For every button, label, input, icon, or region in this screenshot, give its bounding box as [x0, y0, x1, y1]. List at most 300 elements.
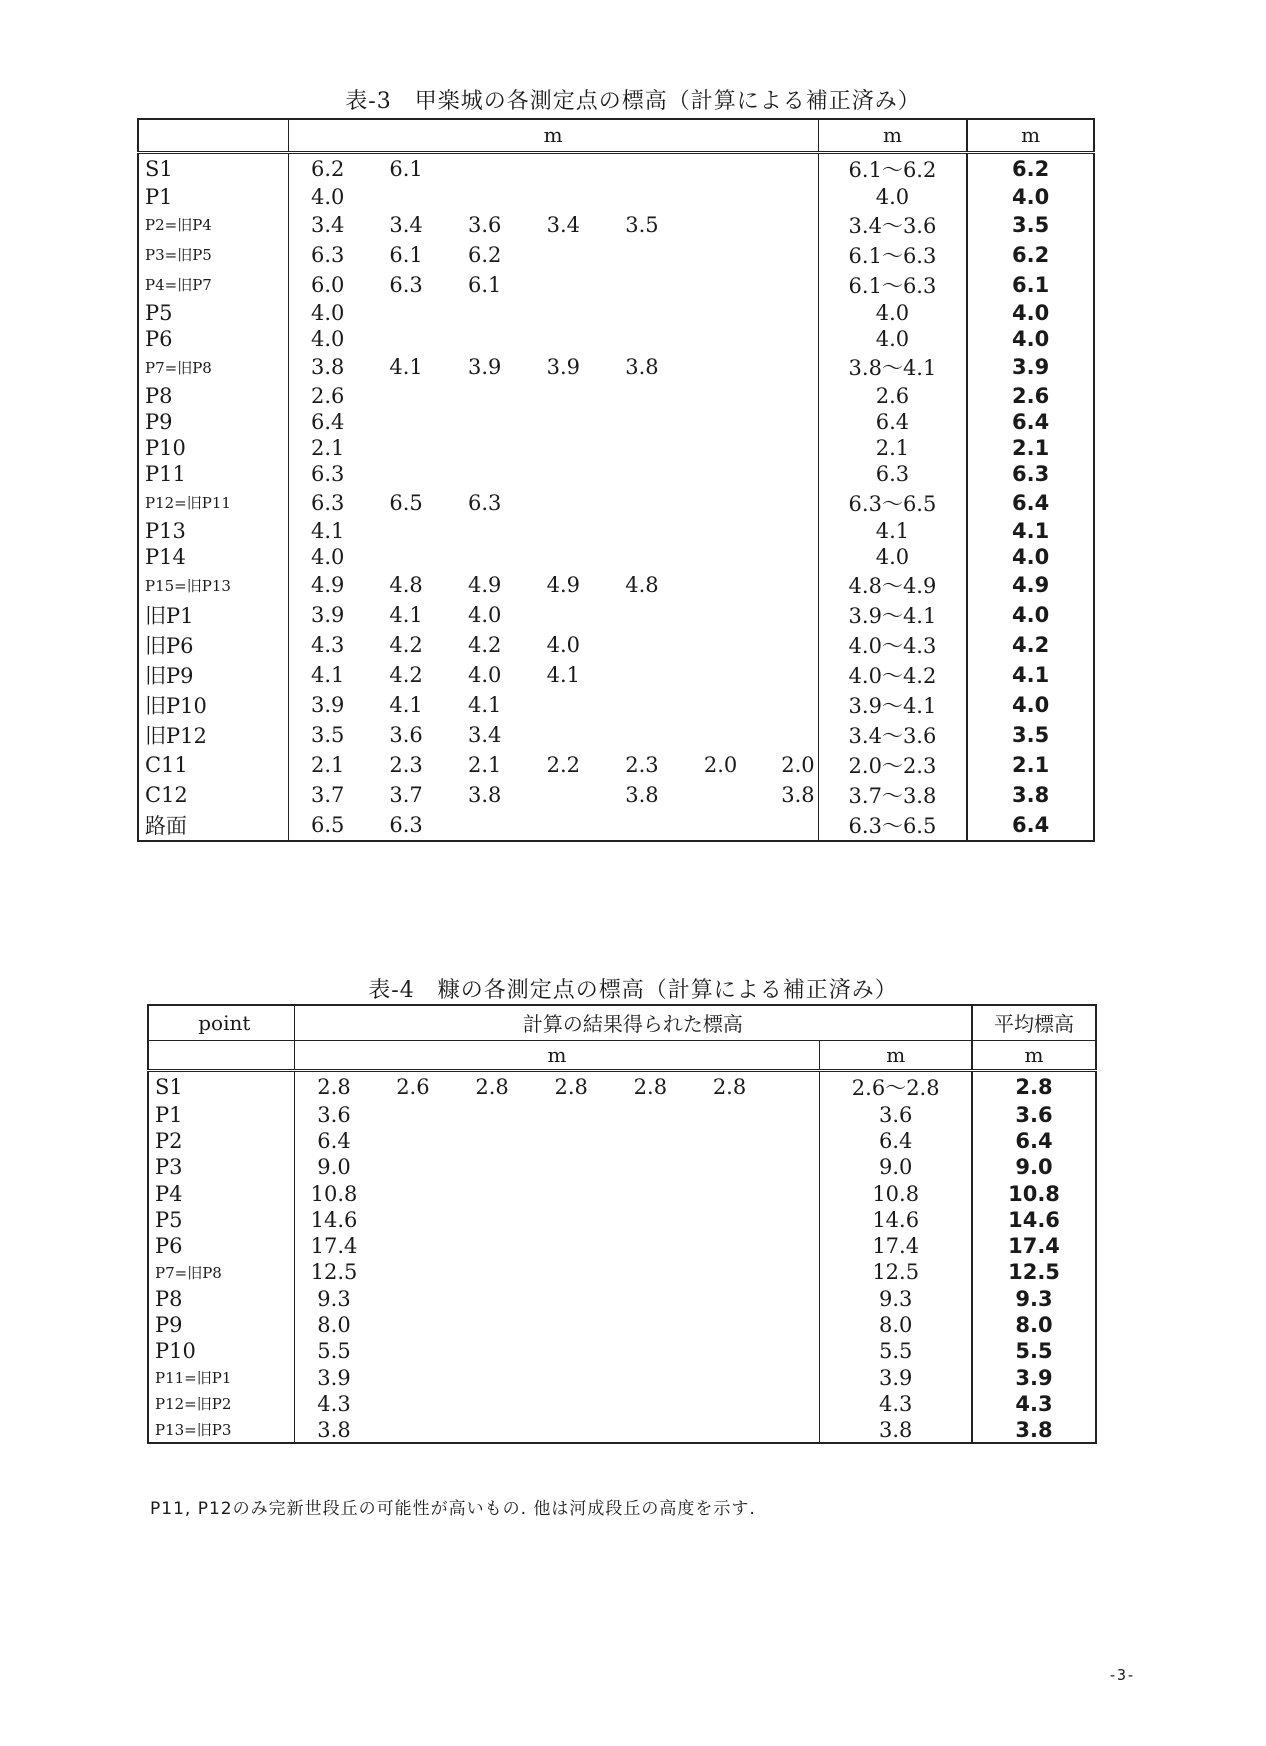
measurement-cell — [760, 488, 818, 518]
range-cell: 5.5 — [820, 1338, 972, 1364]
measurement-cell: 3.4 — [467, 723, 502, 748]
average-cell: 3.8 — [1012, 783, 1050, 808]
measurement-cell — [681, 488, 760, 518]
measurement-cell: 5.5 — [317, 1339, 351, 1364]
row-label: P5 — [138, 300, 288, 326]
measurement-cell — [760, 570, 818, 600]
measurement-cell — [611, 1207, 690, 1233]
row-label: P4=旧P7 — [138, 270, 288, 300]
row-label: 旧P6 — [138, 630, 288, 660]
measurement-cell: 4.9 — [310, 573, 345, 598]
measurement-cell — [769, 1070, 820, 1102]
measurement-cell — [524, 152, 603, 184]
average-cell: 4.9 — [1012, 573, 1050, 598]
row-label: 旧P9 — [138, 660, 288, 690]
measurement-cell — [532, 1259, 611, 1285]
table4 — [147, 1004, 1097, 1444]
measurement-cell: 6.3 — [310, 462, 345, 487]
range-cell: 2.1 — [818, 435, 967, 461]
measurement-cell: 4.8 — [389, 573, 423, 598]
measurement-cell — [603, 326, 682, 352]
average-cell: 6.2 — [1012, 156, 1050, 181]
measurement-cell — [760, 720, 818, 750]
measurement-cell — [532, 1338, 611, 1364]
measurement-cell — [681, 461, 760, 487]
measurement-cell: 6.3 — [310, 242, 345, 267]
measurement-cell — [532, 1102, 611, 1128]
measurement-cell — [603, 409, 682, 435]
average-cell: 2.8 — [1015, 1074, 1053, 1099]
measurement-cell — [603, 544, 682, 570]
average-cell: 4.3 — [1015, 1391, 1053, 1416]
measurement-cell — [524, 409, 603, 435]
measurement-cell — [373, 1207, 452, 1233]
measurement-cell: 4.0 — [310, 300, 345, 325]
measurement-cell: 3.8 — [310, 355, 345, 380]
table-row — [138, 461, 1094, 487]
row-label: 路面 — [138, 810, 288, 841]
measurement-cell — [760, 152, 818, 184]
measurement-cell — [690, 1338, 769, 1364]
row-label: P3 — [148, 1154, 294, 1180]
measurement-cell — [603, 300, 682, 326]
measurement-cell: 2.1 — [467, 753, 502, 778]
measurement-cell — [681, 544, 760, 570]
measurement-cell — [681, 326, 760, 352]
average-cell: 4.0 — [1012, 603, 1050, 628]
measurement-cell — [760, 184, 818, 210]
measurement-cell: 6.1 — [389, 156, 423, 181]
measurement-cell — [681, 660, 760, 690]
range-cell: 3.9 — [820, 1364, 972, 1390]
row-label: P10 — [148, 1338, 294, 1364]
measurement-cell — [611, 1233, 690, 1259]
measurement-cell — [603, 184, 682, 210]
measurement-cell — [524, 488, 603, 518]
measurement-cell — [690, 1128, 769, 1154]
row-label: P11=旧P1 — [148, 1364, 294, 1390]
measurement-cell — [524, 810, 603, 841]
measurement-cell: 3.9 — [467, 355, 502, 380]
average-cell: 4.0 — [1012, 184, 1050, 209]
measurement-cell — [603, 152, 682, 184]
range-cell: 6.1～6.3 — [818, 270, 967, 300]
measurement-cell — [769, 1233, 820, 1259]
measurement-cell — [681, 382, 760, 408]
table4-body — [148, 1005, 1096, 1443]
table-row — [138, 382, 1094, 408]
measurement-cell: 4.1 — [389, 603, 423, 628]
table-row — [138, 210, 1094, 240]
table3-header-row — [138, 119, 1094, 152]
measurement-cell — [603, 488, 682, 518]
measurement-cell — [445, 326, 524, 352]
measurement-cell: 4.0 — [310, 545, 345, 570]
range-cell: 14.6 — [820, 1207, 972, 1233]
measurement-cell — [367, 518, 446, 544]
range-cell: 3.7～3.8 — [818, 780, 967, 810]
table-row — [148, 1391, 1096, 1417]
measurement-cell — [769, 1312, 820, 1338]
table-row — [148, 1233, 1096, 1259]
table-row — [138, 544, 1094, 570]
measurement-cell — [524, 780, 603, 810]
table4-header-point: point — [148, 1005, 294, 1040]
measurement-cell — [681, 630, 760, 660]
row-label: P2=旧P4 — [138, 210, 288, 240]
measurement-cell: 2.6 — [310, 383, 345, 408]
measurement-cell — [681, 152, 760, 184]
average-cell: 3.6 — [1015, 1102, 1053, 1127]
measurement-cell — [681, 270, 760, 300]
measurement-cell: 2.3 — [625, 753, 659, 778]
row-label: P6 — [138, 326, 288, 352]
measurement-cell — [532, 1180, 611, 1206]
table-row — [138, 352, 1094, 382]
measurement-cell — [524, 300, 603, 326]
average-cell: 4.1 — [1012, 663, 1050, 688]
average-cell: 4.0 — [1012, 327, 1050, 352]
measurement-cell — [367, 326, 446, 352]
average-cell: 4.1 — [1012, 518, 1050, 543]
measurement-cell — [532, 1154, 611, 1180]
row-label: P11 — [138, 461, 288, 487]
average-cell: 3.9 — [1015, 1365, 1053, 1390]
range-cell: 3.4～3.6 — [818, 720, 967, 750]
measurement-cell — [690, 1417, 769, 1443]
measurement-cell — [373, 1128, 452, 1154]
measurement-cell: 10.8 — [310, 1181, 358, 1206]
measurement-cell — [532, 1233, 611, 1259]
measurement-cell — [760, 270, 818, 300]
measurement-cell — [760, 518, 818, 544]
average-cell: 4.0 — [1012, 300, 1050, 325]
measurement-cell — [690, 1154, 769, 1180]
table-row — [148, 1102, 1096, 1128]
measurement-cell — [373, 1417, 452, 1443]
row-label: 旧P1 — [138, 600, 288, 630]
measurement-cell — [760, 544, 818, 570]
measurement-cell — [373, 1259, 452, 1285]
measurement-cell: 6.3 — [310, 490, 345, 515]
average-cell: 9.0 — [1015, 1155, 1053, 1180]
measurement-cell — [760, 810, 818, 841]
table3-caption: 表-3 甲楽城の各測定点の標高（計算による補正済み） — [345, 89, 921, 114]
measurement-cell — [760, 409, 818, 435]
measurement-cell — [532, 1128, 611, 1154]
measurement-cell: 6.2 — [310, 156, 345, 181]
measurement-cell: 2.8 — [554, 1074, 588, 1099]
table-row — [138, 152, 1094, 184]
measurement-cell — [760, 461, 818, 487]
measurement-cell — [367, 409, 446, 435]
measurement-cell: 4.0 — [467, 603, 502, 628]
table4-header-values-unit: m — [294, 1040, 820, 1070]
row-label: P2 — [148, 1128, 294, 1154]
range-cell: 4.3 — [820, 1391, 972, 1417]
measurement-cell: 4.9 — [467, 573, 502, 598]
row-label: S1 — [148, 1070, 294, 1102]
measurement-cell: 2.1 — [310, 753, 345, 778]
table-row — [138, 488, 1094, 518]
measurement-cell — [769, 1180, 820, 1206]
table4-header-point-empty — [148, 1040, 294, 1070]
average-cell: 12.5 — [1008, 1260, 1060, 1285]
measurement-cell — [611, 1259, 690, 1285]
table-row — [138, 409, 1094, 435]
average-cell: 4.0 — [1012, 693, 1050, 718]
row-label: P13=旧P3 — [148, 1417, 294, 1443]
measurement-cell: 4.2 — [389, 663, 423, 688]
page-number: -3- — [1108, 1666, 1136, 1684]
measurement-cell — [524, 544, 603, 570]
measurement-cell — [373, 1286, 452, 1312]
measurement-cell: 3.7 — [389, 783, 423, 808]
row-label: P14 — [138, 544, 288, 570]
row-label: P8 — [138, 382, 288, 408]
row-label: P3=旧P5 — [138, 240, 288, 270]
range-cell: 3.8 — [820, 1417, 972, 1443]
measurement-cell — [532, 1312, 611, 1338]
measurement-cell — [445, 518, 524, 544]
table4-header-computed: 計算の結果得られた標高 — [294, 1005, 972, 1040]
range-cell: 4.0 — [818, 544, 967, 570]
measurement-cell — [603, 690, 682, 720]
measurement-cell — [690, 1233, 769, 1259]
measurement-cell — [452, 1154, 531, 1180]
measurement-cell: 3.4 — [310, 212, 345, 237]
range-cell: 3.6 — [820, 1102, 972, 1128]
range-cell: 4.0 — [818, 300, 967, 326]
table-row — [138, 810, 1094, 841]
range-cell: 3.9～4.1 — [818, 690, 967, 720]
table4-header-row1 — [148, 1005, 1096, 1040]
measurement-cell — [769, 1391, 820, 1417]
range-cell: 9.0 — [820, 1154, 972, 1180]
range-cell: 9.3 — [820, 1286, 972, 1312]
table-row — [138, 184, 1094, 210]
measurement-cell — [452, 1391, 531, 1417]
measurement-cell — [611, 1391, 690, 1417]
range-cell: 6.4 — [818, 409, 967, 435]
measurement-cell: 3.4 — [546, 212, 581, 237]
measurement-cell — [532, 1207, 611, 1233]
measurement-cell: 14.6 — [310, 1207, 358, 1232]
range-cell: 4.0～4.3 — [818, 630, 967, 660]
measurement-cell: 2.8 — [317, 1074, 351, 1099]
measurement-cell — [524, 518, 603, 544]
range-cell: 6.3～6.5 — [818, 488, 967, 518]
measurement-cell — [532, 1286, 611, 1312]
measurement-cell — [373, 1102, 452, 1128]
measurement-cell: 4.1 — [467, 693, 502, 718]
measurement-cell — [611, 1128, 690, 1154]
measurement-cell — [452, 1128, 531, 1154]
range-cell: 6.3 — [818, 461, 967, 487]
measurement-cell — [769, 1207, 820, 1233]
measurement-cell — [603, 518, 682, 544]
table-row — [138, 630, 1094, 660]
average-cell: 6.4 — [1012, 490, 1050, 515]
measurement-cell — [760, 300, 818, 326]
row-label: 旧P12 — [138, 720, 288, 750]
measurement-cell: 3.6 — [467, 212, 502, 237]
measurement-cell — [524, 240, 603, 270]
measurement-cell — [452, 1286, 531, 1312]
measurement-cell — [524, 435, 603, 461]
measurement-cell — [760, 660, 818, 690]
average-cell: 3.5 — [1012, 212, 1050, 237]
measurement-cell — [532, 1417, 611, 1443]
measurement-cell — [769, 1259, 820, 1285]
measurement-cell: 6.4 — [317, 1128, 351, 1153]
average-cell: 6.4 — [1015, 1128, 1053, 1153]
table4-header-row2 — [148, 1040, 1096, 1070]
measurement-cell — [373, 1391, 452, 1417]
row-label: S1 — [138, 152, 288, 184]
range-cell: 3.9～4.1 — [818, 600, 967, 630]
table3-body — [138, 119, 1094, 841]
table-row — [138, 326, 1094, 352]
range-cell: 4.8～4.9 — [818, 570, 967, 600]
table4-caption: 表-4 糠の各測定点の標高（計算による補正済み） — [368, 978, 898, 1003]
measurement-cell: 3.8 — [625, 783, 659, 808]
measurement-cell: 4.0 — [310, 184, 345, 209]
measurement-cell: 3.8 — [467, 783, 502, 808]
measurement-cell — [524, 461, 603, 487]
measurement-cell: 3.8 — [317, 1417, 351, 1442]
measurement-cell — [452, 1417, 531, 1443]
range-cell: 4.0 — [818, 184, 967, 210]
measurement-cell: 9.0 — [317, 1155, 351, 1180]
measurement-cell — [681, 184, 760, 210]
row-label: P9 — [138, 409, 288, 435]
measurement-cell: 4.1 — [546, 663, 581, 688]
measurement-cell — [769, 1102, 820, 1128]
measurement-cell: 17.4 — [310, 1234, 358, 1259]
table-row — [148, 1364, 1096, 1390]
table4-header-average: 平均標高 — [972, 1005, 1096, 1040]
range-cell: 17.4 — [820, 1233, 972, 1259]
measurement-cell: 4.2 — [467, 633, 502, 658]
average-cell: 6.2 — [1012, 242, 1050, 267]
table-row — [148, 1338, 1096, 1364]
table-row — [148, 1154, 1096, 1180]
measurement-cell — [681, 210, 760, 240]
measurement-cell — [769, 1338, 820, 1364]
table-row — [138, 780, 1094, 810]
measurement-cell — [603, 660, 682, 690]
measurement-cell — [524, 690, 603, 720]
measurement-cell — [373, 1364, 452, 1390]
measurement-cell — [445, 152, 524, 184]
average-cell: 9.3 — [1015, 1286, 1053, 1311]
row-label: C11 — [138, 750, 288, 780]
table-row — [138, 435, 1094, 461]
measurement-cell: 6.5 — [389, 490, 423, 515]
measurement-cell — [367, 382, 446, 408]
measurement-cell — [524, 270, 603, 300]
measurement-cell — [445, 409, 524, 435]
measurement-cell — [445, 300, 524, 326]
measurement-cell — [373, 1154, 452, 1180]
range-cell: 10.8 — [820, 1180, 972, 1206]
measurement-cell — [603, 270, 682, 300]
measurement-cell — [690, 1364, 769, 1390]
table-row — [138, 660, 1094, 690]
average-cell: 6.4 — [1012, 409, 1050, 434]
range-cell: 2.0～2.3 — [818, 750, 967, 780]
measurement-cell: 3.9 — [546, 355, 581, 380]
measurement-cell: 3.5 — [625, 212, 659, 237]
table-row — [138, 518, 1094, 544]
measurement-cell — [532, 1364, 611, 1390]
row-label: P12=旧P2 — [148, 1391, 294, 1417]
range-cell: 3.4～3.6 — [818, 210, 967, 240]
measurement-cell — [760, 352, 818, 382]
measurement-cell — [445, 435, 524, 461]
measurement-cell — [681, 240, 760, 270]
measurement-cell — [611, 1417, 690, 1443]
average-cell: 10.8 — [1008, 1181, 1060, 1206]
measurement-cell: 6.3 — [467, 490, 502, 515]
table-row — [148, 1180, 1096, 1206]
measurement-cell: 6.1 — [389, 242, 423, 267]
table3-header-values-unit: m — [288, 119, 818, 152]
measurement-cell: 3.9 — [317, 1365, 351, 1390]
measurement-cell — [681, 409, 760, 435]
measurement-cell: 4.1 — [310, 518, 345, 543]
measurement-cell — [681, 435, 760, 461]
measurement-cell: 4.1 — [389, 355, 423, 380]
row-label: P9 — [148, 1312, 294, 1338]
row-label: P5 — [148, 1207, 294, 1233]
table3-header-avg-unit: m — [967, 119, 1094, 152]
measurement-cell — [367, 435, 446, 461]
measurement-cell — [769, 1128, 820, 1154]
measurement-cell — [769, 1417, 820, 1443]
table3-header-point — [138, 119, 288, 152]
measurement-cell — [452, 1364, 531, 1390]
measurement-cell — [445, 461, 524, 487]
measurement-cell: 3.9 — [310, 693, 345, 718]
measurement-cell: 4.1 — [389, 693, 423, 718]
measurement-cell — [445, 810, 524, 841]
measurement-cell: 2.8 — [712, 1074, 747, 1099]
measurement-cell — [603, 720, 682, 750]
measurement-cell — [452, 1338, 531, 1364]
measurement-cell — [681, 810, 760, 841]
measurement-cell: 4.8 — [625, 573, 659, 598]
measurement-cell — [690, 1391, 769, 1417]
range-cell: 6.1～6.3 — [818, 240, 967, 270]
row-label: P12=旧P11 — [138, 488, 288, 518]
table-row — [148, 1070, 1096, 1102]
measurement-cell: 3.5 — [310, 723, 345, 748]
measurement-cell: 6.3 — [389, 272, 423, 297]
measurement-cell — [367, 544, 446, 570]
measurement-cell — [681, 570, 760, 600]
measurement-cell: 6.1 — [467, 272, 502, 297]
range-cell: 2.6 — [818, 382, 967, 408]
measurement-cell — [524, 720, 603, 750]
table-row — [138, 750, 1094, 780]
measurement-cell — [603, 630, 682, 660]
average-cell: 6.1 — [1012, 272, 1050, 297]
table-row — [148, 1128, 1096, 1154]
measurement-cell — [524, 382, 603, 408]
measurement-cell — [760, 382, 818, 408]
